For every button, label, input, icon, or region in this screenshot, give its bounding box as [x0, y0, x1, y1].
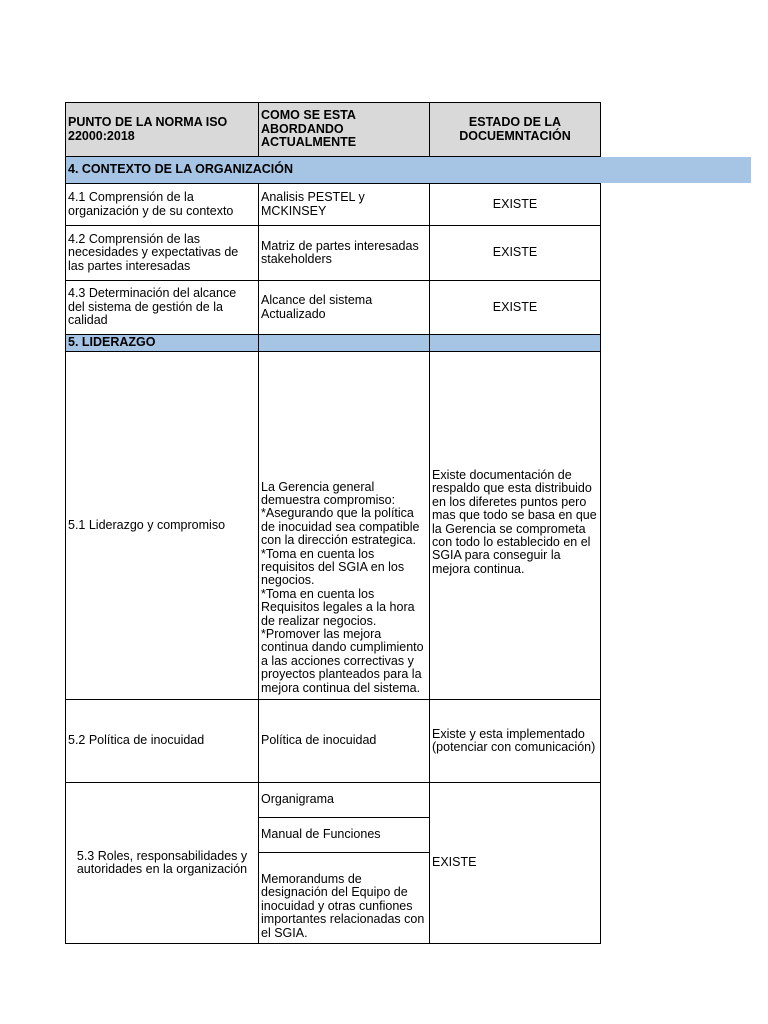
row-5-3-como-organigrama-text: Organigrama: [261, 792, 334, 807]
row-5-1-estado-text: Existe documentación de respaldo que esta distribuido en los diferetes puntos pero mas que todo se basa en que la Gerencia se comprometa con todo lo establecido en el SGIA para conseguir la mejora continua.: [432, 468, 597, 576]
row-5-3-como-manual-funciones: [258, 817, 430, 853]
row-5-1-como-text: La Gerencia general demuestra compromiso: *Asegurando que la política de inocuidad sea compatible con la dirección estrategica. *Toma en cuenta los requisitos del SGIA en los negocios. *Toma en cuenta los Requisitos legales a la hora de realizar negocios. *Promover las mejora continua dando cumplimiento a las acciones correctivas y proyectos planteados para la mejora continua del sistema.: [261, 479, 424, 695]
row-4-2-estado: [429, 225, 601, 281]
row-5-1-punto: [65, 351, 259, 700]
section-4-title: [65, 157, 751, 183]
row-5-2-estado: [429, 699, 601, 783]
row-5-2-punto-text: 5.2 Política de inocuidad: [68, 733, 205, 748]
row-5-3-punto: [65, 782, 259, 944]
row-4-1-estado: [429, 183, 601, 226]
row-5-2-punto: [65, 699, 259, 783]
row-5-3-como-organigrama: [258, 782, 430, 818]
row-4-2-estado-text: EXISTE: [492, 245, 538, 260]
header-estado-documentacion-text: ESTADO DE LA DOCUEMNTACIÓN: [459, 115, 571, 143]
row-4-1-punto: [65, 183, 259, 226]
row-4-2-como: [258, 225, 430, 281]
row-5-3-punto-text: 5.3 Roles, responsabilidades y autoridades en la organización: [76, 848, 248, 876]
row-4-3-punto: [65, 280, 259, 335]
row-4-3-punto-text: 4.3 Determinación del alcance del sistema de gestión de la calidad: [68, 286, 237, 328]
row-5-3-como-memorandums-text: Memorandums de designación del Equipo de inocuidad y otras cunfiones importantes relacionadas con el SGIA.: [261, 871, 425, 940]
section-5-title-text: 5. LIDERAZGO: [68, 335, 156, 350]
row-5-3-estado: [429, 782, 601, 944]
row-5-1-como: [258, 351, 430, 700]
row-5-1-estado: [429, 351, 601, 700]
row-5-3-como-manual-funciones-text: Manual de Funciones: [261, 827, 381, 842]
header-punto-norma: [65, 102, 259, 157]
header-estado-documentacion: [429, 102, 601, 157]
section-5-title-col3: [429, 334, 601, 352]
section-5-title: [65, 334, 259, 352]
row-4-1-como-text: Analisis PESTEL y MCKINSEY: [261, 190, 365, 218]
row-5-3-estado-text: EXISTE: [432, 855, 477, 870]
row-5-3-como-memorandums: [258, 852, 430, 944]
row-5-1-punto-text: 5.1 Liderazgo y compromiso: [68, 517, 226, 532]
row-4-1-como: [258, 183, 430, 226]
row-4-3-como: [258, 280, 430, 335]
row-4-2-punto: [65, 225, 259, 281]
row-5-2-como-text: Política de inocuidad: [261, 733, 377, 748]
row-4-2-como-text: Matriz de partes interesadas stakeholders: [261, 238, 419, 266]
header-como-se-aborda-text: COMO SE ESTA ABORDANDO ACTUALMENTE: [261, 108, 357, 150]
row-4-2-punto-text: 4.2 Comprensión de las necesidades y expectativas de las partes interesadas: [68, 231, 239, 273]
row-4-3-como-text: Alcance del sistema Actualizado: [261, 293, 373, 321]
header-punto-norma-text: PUNTO DE LA NORMA ISO 22000:2018: [68, 115, 228, 143]
header-como-se-aborda: [258, 102, 430, 157]
row-5-2-estado-text: Existe y esta implementado (potenciar con comunicación): [432, 726, 596, 754]
row-4-3-estado-text: EXISTE: [492, 299, 538, 314]
row-5-2-como: [258, 699, 430, 783]
row-4-3-estado: [429, 280, 601, 335]
row-4-1-estado-text: EXISTE: [492, 196, 538, 211]
section-4-title-text: 4. CONTEXTO DE LA ORGANIZACIÓN: [68, 162, 294, 177]
row-4-1-punto-text: 4.1 Comprensión de la organización y de su contexto: [68, 190, 234, 218]
section-5-title-col2: [258, 334, 430, 352]
